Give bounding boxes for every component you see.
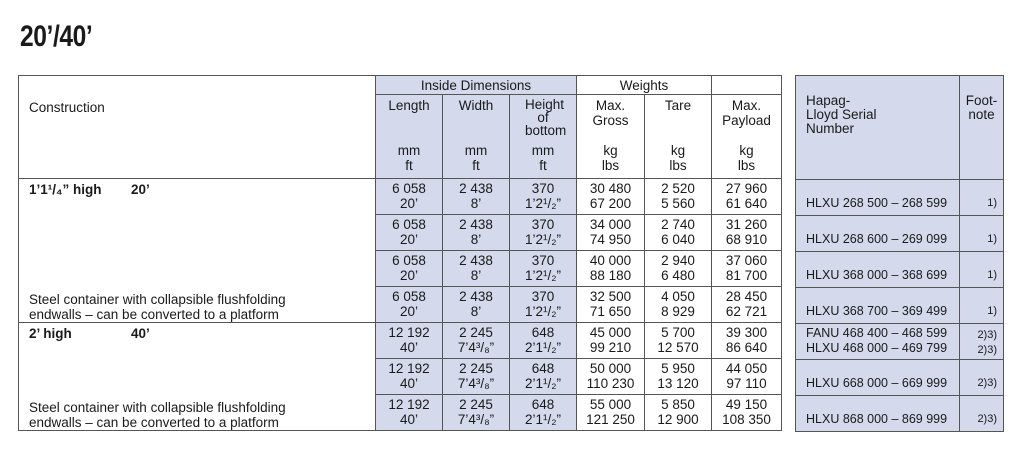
footnote-cell [960,180,1004,216]
tare-header: Tare kg lbs [645,95,712,179]
value-bottom: 20’ [399,268,418,283]
value-top: 2 520 [661,181,695,196]
data-cell [577,395,645,431]
value-top: 2 438 [459,217,493,232]
footnote-cell [960,216,1004,252]
value-top: 6 058 [392,181,426,196]
data-cell [443,215,510,251]
value-top: 39 300 [725,325,768,340]
serial-number-cell [796,252,960,288]
height-header: Height of bottom mm ft [510,95,577,179]
max-payload-header: Max. Payload kg lbs [712,95,782,179]
data-cell [577,215,645,251]
construction-cell [19,287,376,323]
serial-row [796,288,1004,324]
data-cell [712,287,782,323]
footnote-ref: 2)3) [977,377,997,389]
footnote-header: Foot-note [960,76,1004,180]
value-top: 49 150 [725,397,768,412]
value-top: 55 000 [589,397,632,412]
data-cell [577,251,645,287]
value-top: 28 450 [725,289,768,304]
value-bottom: 2’1¹/₂” [525,376,562,391]
construction-cell [19,179,376,215]
footnote-ref: 1) [987,305,997,317]
value-top: 2 245 [459,325,493,340]
serial-number: HLXU 368 000 – 368 699 [806,268,948,282]
value-bottom: 81 700 [725,268,768,283]
value-top: 370 [531,181,555,196]
value-bottom: 12 900 [657,412,699,427]
construction-description: Steel container with collapsible flushfolding endwalls – can be converted to a platform [29,400,286,430]
serial-number-cell [796,216,960,252]
value-bottom: 68 910 [725,232,768,247]
data-cell [443,359,510,395]
data-cell [577,359,645,395]
serial-number-cell [796,288,960,324]
data-cell [510,323,577,359]
data-cell [712,251,782,287]
construction-cell [19,359,376,395]
value-bottom: 8’ [470,232,482,247]
serial-number-cell [796,360,960,396]
value-bottom: 74 950 [589,232,632,247]
value-bottom: 6 480 [661,268,695,283]
data-cell [645,323,712,359]
value-top: 2 245 [459,361,493,376]
value-top: 37 060 [725,253,768,268]
data-cell [510,251,577,287]
data-cell [443,287,510,323]
construction-cell [19,323,376,359]
footnote-ref: 2)3) [977,329,997,341]
value-bottom: 1’2¹/₂” [525,196,562,211]
value-bottom: 2’1¹/₂” [525,340,562,355]
data-cell [376,179,443,215]
weights-header: Weights [577,76,712,95]
data-cell [645,359,712,395]
value-bottom: 8’ [470,304,482,319]
footnote-cell [960,288,1004,324]
data-cell [376,323,443,359]
value-bottom: 1’2¹/₂” [525,268,562,283]
table-row [19,323,782,359]
serial-number: HLXU 668 000 – 669 999 [806,376,948,390]
serial-row [796,324,1004,360]
footnote-ref: 2)3) [977,413,997,425]
value-top: 370 [531,217,555,232]
data-cell [645,215,712,251]
value-top: 370 [531,253,555,268]
serial-header: Hapag-Lloyd Serial Number [796,76,960,180]
serial-row [796,252,1004,288]
value-top: 31 260 [725,217,768,232]
construction-cell [19,251,376,287]
serial-number: FANU 468 400 – 468 599 [806,326,948,340]
page-title: 20’/40’ [20,20,93,53]
data-cell [510,215,577,251]
value-top: 45 000 [589,325,632,340]
data-cell [510,395,577,431]
value-top: 2 940 [661,253,695,268]
footnote-cell [960,324,1004,360]
data-cell [510,287,577,323]
data-cell [645,179,712,215]
value-top: 40 000 [589,253,632,268]
value-bottom: 20’ [399,196,418,211]
data-cell [712,359,782,395]
data-cell [577,323,645,359]
serial-number: HLXU 868 000 – 869 999 [806,412,948,426]
value-bottom: 20’ [399,304,418,319]
value-top: 30 480 [589,181,632,196]
value-top: 12 192 [388,325,430,340]
value-bottom: 13 120 [657,376,699,391]
data-cell [645,287,712,323]
data-cell [443,251,510,287]
value-top: 27 960 [725,181,768,196]
data-cell [645,251,712,287]
value-top: 6 058 [392,217,426,232]
construction-height-label: 2’ high [29,326,72,341]
value-top: 32 500 [589,289,632,304]
value-top: 50 000 [589,361,632,376]
construction-height-label: 1’1¹/₄” high [29,182,102,197]
value-top: 44 050 [725,361,768,376]
value-top: 2 438 [459,289,493,304]
serial-number-table [795,75,1004,432]
value-bottom: 5 560 [661,196,695,211]
data-cell [577,179,645,215]
value-bottom: 71 650 [589,304,632,319]
footnote-cell [960,396,1004,432]
value-bottom: 7’4³/₈” [457,376,495,391]
value-bottom: 110 230 [586,376,635,391]
construction-cell [19,215,376,251]
value-top: 12 192 [388,397,430,412]
value-top: 2 438 [459,253,493,268]
serial-row [796,360,1004,396]
data-cell [712,179,782,215]
serial-number-cell [796,396,960,432]
value-top: 12 192 [388,361,430,376]
value-bottom: 88 180 [589,268,632,283]
value-top: 6 058 [392,289,426,304]
value-bottom: 8 929 [661,304,695,319]
footnote-ref: 1) [987,233,997,245]
value-bottom: 6 040 [661,232,695,247]
value-top: 5 950 [661,361,695,376]
value-bottom: 1’2¹/₂” [525,304,562,319]
value-bottom: 7’4³/₈” [457,412,495,427]
serial-number: HLXU 268 600 – 269 099 [806,232,948,246]
value-bottom: 12 570 [657,340,699,355]
data-cell [645,395,712,431]
value-bottom: 61 640 [725,196,768,211]
serial-number: HLXU 368 700 – 369 499 [806,304,948,318]
table-row [19,215,782,251]
footnote-ref: 1) [987,197,997,209]
construction-size-label: 20’ [131,182,150,197]
footnote-cell [960,360,1004,396]
construction-header: Construction [19,76,376,179]
value-bottom: 62 721 [725,304,768,319]
weights-header-blank [712,76,782,95]
value-bottom: 40’ [399,376,418,391]
max-gross-header: Max. Gross kg lbs [577,95,645,179]
value-top: 4 050 [661,289,695,304]
value-bottom: 97 110 [726,376,767,391]
footnote-ref: 1) [987,269,997,281]
serial-row [796,180,1004,216]
serial-number: HLXU 268 500 – 268 599 [806,196,948,210]
value-bottom: 8’ [470,196,482,211]
construction-description: Steel container with collapsible flushfolding endwalls – can be converted to a platform [29,292,286,322]
data-cell [712,215,782,251]
value-bottom: 40’ [399,412,418,427]
value-top: 6 058 [392,253,426,268]
value-bottom: 108 350 [722,412,771,427]
data-cell [443,395,510,431]
table-row [19,287,782,323]
value-top: 2 438 [459,181,493,196]
value-top: 5 850 [661,397,695,412]
value-bottom: 1’2¹/₂” [525,232,562,247]
value-top: 370 [531,289,555,304]
footnote-ref: 2)3) [977,344,997,356]
value-top: 648 [531,361,555,376]
construction-size-label: 40’ [131,326,150,341]
serial-row [796,216,1004,252]
value-bottom: 2’1¹/₂” [525,412,562,427]
value-bottom: 86 640 [725,340,768,355]
serial-number-cell [796,324,960,360]
table-row [19,251,782,287]
data-cell [376,215,443,251]
data-cell [443,179,510,215]
construction-cell [19,395,376,431]
data-cell [510,359,577,395]
table-row [19,395,782,431]
serial-row [796,396,1004,432]
value-bottom: 67 200 [589,196,632,211]
serial-number-cell [796,180,960,216]
inside-dimensions-header: Inside Dimensions [376,76,577,95]
data-cell [376,287,443,323]
length-header: Length mm ft [376,95,443,179]
data-cell [376,395,443,431]
value-top: 648 [531,397,555,412]
container-specs-table [18,75,782,431]
data-cell [577,287,645,323]
data-cell [376,359,443,395]
serial-number: HLXU 468 000 – 469 799 [806,341,948,355]
value-bottom: 40’ [399,340,418,355]
table-row [19,179,782,215]
value-top: 2 245 [459,397,493,412]
value-bottom: 121 250 [586,412,635,427]
data-cell [712,323,782,359]
value-bottom: 99 210 [589,340,632,355]
value-bottom: 7’4³/₈” [457,340,495,355]
value-top: 5 700 [661,325,695,340]
data-cell [712,395,782,431]
value-bottom: 8’ [470,268,482,283]
data-cell [443,323,510,359]
data-cell [510,179,577,215]
footnote-cell [960,252,1004,288]
value-top: 2 740 [661,217,695,232]
value-bottom: 20’ [399,232,418,247]
value-top: 648 [531,325,555,340]
table-row [19,359,782,395]
data-cell [376,251,443,287]
width-header: Width mm ft [443,95,510,179]
value-top: 34 000 [589,217,632,232]
